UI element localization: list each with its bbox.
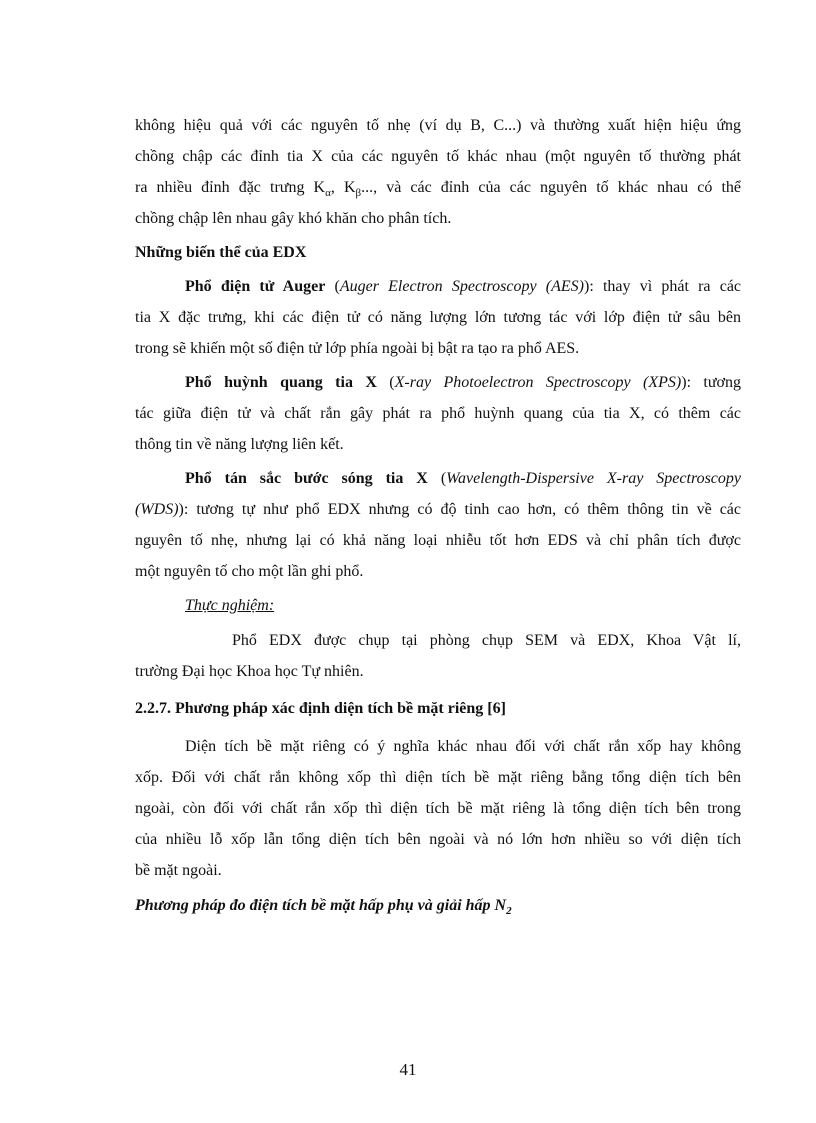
aes-line2: tia X đặc trưng, khi các điện tử có năng lượng lớn tương tác với lớp điện tử sâu bên (135, 309, 741, 326)
aes-line3: trong sẽ khiến một số điện tử lớp phía ngoài bị bật ra tạo ra phổ AES. (135, 340, 580, 357)
para1-line1: không hiệu quả với các nguyên tố nhẹ (ví dụ B, C...) và thường xuất hiện hiệu ứng (135, 117, 741, 134)
wds-line3: nguyên tố nhẹ, nhưng lại có khả năng loại nhiễu tốt hơn EDS và chỉ phân tích được (135, 532, 741, 549)
variants-heading: Những biến thể của EDX (135, 244, 307, 261)
wds-line4: một nguyên tố cho một lần ghi phổ. (135, 563, 364, 580)
xps-line1: Phổ huỳnh quang tia X (X-ray Photoelectron Spectroscopy (XPS)): tương (185, 374, 742, 391)
section-heading: 2.2.7. Phương pháp xác định diện tích bề mặt riêng [6] (135, 700, 506, 717)
xps-line3: thông tin về năng lượng liên kết. (135, 436, 344, 453)
page-number: 41 (399, 1060, 417, 1079)
surface-line4: của nhiều lỗ xốp lẫn tổng diện tích bên ngoài và nó lớn hơn nhiều so với diện tích (135, 831, 741, 848)
para1-line4: chồng chập lên nhau gây khó khăn cho phân tích. (135, 210, 452, 227)
method-heading: Phương pháp đo điện tích bề mặt hấp phụ và giải hấp $N_2$ (135, 897, 512, 918)
para1-line2: chồng chập các đỉnh tia X của các nguyên tố khác nhau (một nguyên tố thường phát (135, 148, 741, 165)
surface-line5: bề mặt ngoài. (135, 862, 222, 879)
surface-line1: Diện tích bề mặt riêng có ý nghĩa khác nhau đối với chất rắn xốp hay không (185, 738, 741, 755)
aes-line1: Phổ điện tử Auger (Auger Electron Spectroscopy (AES)): thay vì phát ra các (185, 278, 742, 295)
experiment-line1: Phổ EDX được chụp tại phòng chụp SEM và EDX, Khoa Vật lí, (232, 632, 741, 649)
surface-line3: ngoài, còn đối với chất rắn xốp thì diện tích bề mặt riêng là tổng diện tích bên trong (135, 800, 741, 817)
surface-line2: xốp. Đối với chất rắn không xốp thì diện tích bề mặt riêng bằng tổng diện tích bên (135, 769, 741, 786)
experiment-label: Thực nghiệm: (185, 597, 275, 614)
wds-line2: (WDS)): tương tự như phổ EDX nhưng có độ tinh cao hơn, có thêm thông tin về các (135, 501, 741, 518)
wds-line1: Phổ tán sắc bước sóng tia X (Wavelength-Dispersive X-ray Spectroscopy (185, 470, 741, 487)
experiment-line2: trường Đại học Khoa học Tự nhiên. (135, 663, 364, 680)
xps-line2: tác giữa điện tử và chất rắn gây phát ra phổ huỳnh quang của tia X, có thêm các (135, 405, 741, 422)
para1-line3: ra nhiều đỉnh đặc trưng $K_\alpha$, $K_\beta$..., và các đỉnh của các nguyên tố khác nhau có thể (135, 179, 742, 200)
